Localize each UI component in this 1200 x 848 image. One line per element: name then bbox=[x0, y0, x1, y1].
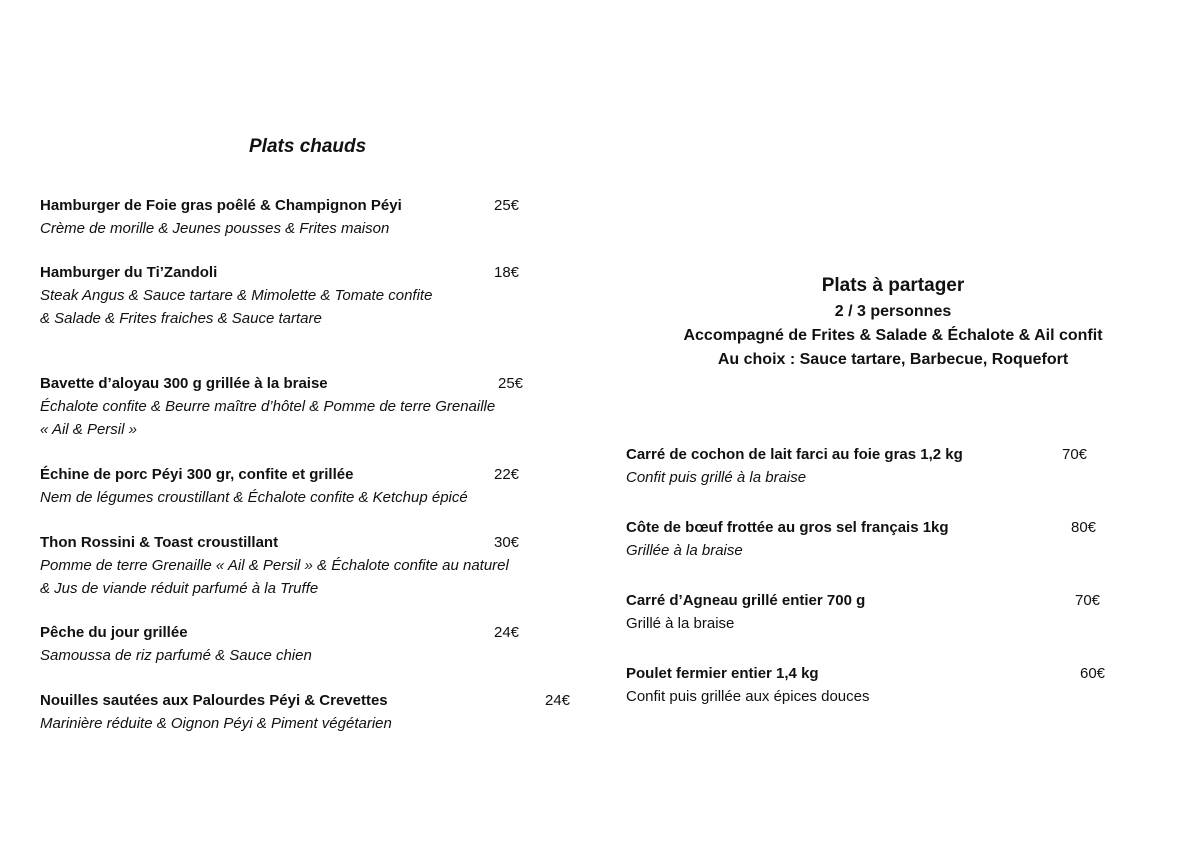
item-name: Thon Rossini & Toast croustillant bbox=[40, 534, 279, 551]
item-description: & Salade & Frites fraiches & Sauce tartare bbox=[40, 310, 322, 327]
item-price: 25€ bbox=[494, 197, 520, 214]
section-title-plats-chauds: Plats chauds bbox=[249, 136, 367, 157]
item-description: Pomme de terre Grenaille « Ail & Persil » & Échalote confite au naturel bbox=[40, 557, 509, 574]
menu-item bbox=[40, 463, 600, 509]
item-price: 25€ bbox=[498, 375, 524, 392]
item-description: Confit puis grillé à la braise bbox=[626, 469, 807, 486]
item-name: Bavette d’aloyau 300 g grillée à la braise bbox=[40, 375, 328, 392]
item-description: « Ail & Persil » bbox=[40, 421, 137, 438]
menu-item bbox=[626, 443, 1146, 489]
item-price: 24€ bbox=[494, 624, 520, 641]
menu-item bbox=[626, 662, 1146, 708]
item-price: 60€ bbox=[1080, 665, 1106, 682]
menu-item bbox=[626, 589, 1146, 635]
item-description: Nem de légumes croustillant & Échalote confite & Ketchup épicé bbox=[40, 489, 468, 506]
menu-item bbox=[40, 621, 600, 667]
item-price: 70€ bbox=[1075, 592, 1101, 609]
item-description: Crème de morille & Jeunes pousses & Frites maison bbox=[40, 220, 390, 237]
item-name: Hamburger de Foie gras poêlé & Champignon Péyi bbox=[40, 197, 402, 214]
menu-item bbox=[626, 516, 1146, 562]
item-description: Samoussa de riz parfumé & Sauce chien bbox=[40, 647, 312, 664]
item-price: 24€ bbox=[545, 692, 571, 709]
item-description: Grillé à la braise bbox=[626, 615, 735, 632]
item-price: 18€ bbox=[494, 264, 520, 281]
item-name: Hamburger du Ti’Zandoli bbox=[40, 264, 218, 281]
section-title-plats-a-partager: Plats à partager bbox=[821, 275, 965, 296]
item-name: Pêche du jour grillée bbox=[40, 624, 188, 641]
menu-item bbox=[40, 372, 600, 441]
section-sauces: Au choix : Sauce tartare, Barbecue, Roquefort bbox=[717, 351, 1069, 368]
menu-item bbox=[40, 531, 600, 600]
item-name: Échine de porc Péyi 300 gr, confite et grillée bbox=[40, 466, 354, 483]
item-description: Confit puis grillée aux épices douces bbox=[626, 688, 870, 705]
section-accompaniment: Accompagné de Frites & Salade & Échalote & Ail confit bbox=[683, 327, 1103, 344]
item-price: 22€ bbox=[494, 466, 520, 483]
menu-item bbox=[40, 689, 600, 735]
item-description: Échalote confite & Beurre maître d’hôtel & Pomme de terre Grenaille bbox=[40, 398, 496, 415]
item-name: Côte de bœuf frottée au gros sel français 1kg bbox=[626, 519, 949, 536]
item-price: 80€ bbox=[1071, 519, 1097, 536]
item-description: & Jus de viande réduit parfumé à la Truffe bbox=[40, 580, 319, 597]
item-name: Carré de cochon de lait farci au foie gras 1,2 kg bbox=[626, 446, 963, 463]
menu-item bbox=[40, 194, 600, 240]
item-description: Marinière réduite & Oignon Péyi & Piment végétarien bbox=[40, 715, 392, 732]
item-description: Steak Angus & Sauce tartare & Mimolette & Tomate confite bbox=[40, 287, 433, 304]
item-name: Poulet fermier entier 1,4 kg bbox=[626, 665, 819, 682]
section-persons: 2 / 3 personnes bbox=[834, 303, 952, 320]
item-name: Carré d’Agneau grillé entier 700 g bbox=[626, 592, 866, 609]
item-name: Nouilles sautées aux Palourdes Péyi & Crevettes bbox=[40, 692, 388, 709]
item-description: Grillée à la braise bbox=[626, 542, 743, 559]
item-price: 30€ bbox=[494, 534, 520, 551]
item-price: 70€ bbox=[1062, 446, 1088, 463]
menu-item bbox=[40, 261, 600, 330]
